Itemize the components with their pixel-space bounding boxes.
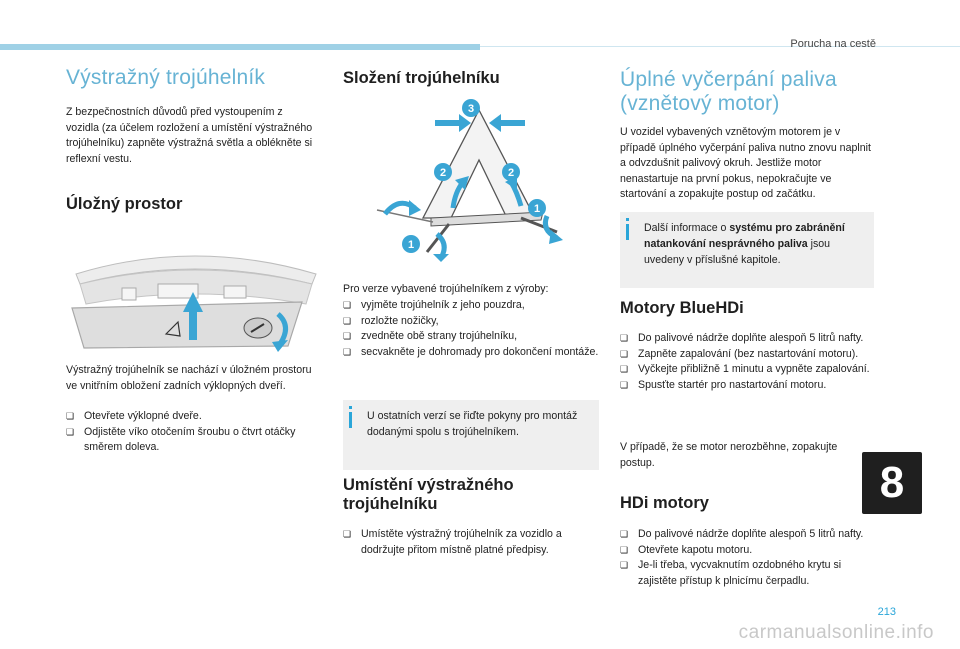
header-accent-bar [0, 44, 480, 50]
checkbox-icon: ❏ [620, 364, 629, 374]
checkbox-icon: ❏ [620, 544, 629, 555]
step-badge-2-left [434, 163, 452, 181]
checkbox-icon: ❏ [620, 333, 629, 343]
step-badge-1-right [528, 199, 546, 217]
checkbox-icon: ❏ [620, 348, 629, 359]
svg-text:1: 1 [407, 239, 415, 251]
checkbox-icon: ❏ [620, 529, 629, 539]
checkbox-icon: ❏ [66, 426, 75, 437]
header-rule [480, 46, 960, 47]
checkbox-icon: ❏ [343, 315, 352, 326]
bluehdi-step: ❏ Zapněte zapalování (bez nastartování motoru). [620, 347, 872, 363]
placement-step: ❏ Umístěte výstražný trojúhelník za vozidlo a dodržujte přitom místně platné předpisy. [343, 528, 562, 556]
section-title-warning-triangle: Výstražný trojúhelník [66, 66, 266, 89]
svg-text:2: 2 [507, 167, 515, 179]
bluehdi-step: ❏ Vyčkejte přibližně 1 minutu a vypněte zapalování. [620, 362, 872, 378]
chapter-tab: 8 [862, 452, 922, 514]
running-title: Porucha na cestě [790, 38, 876, 50]
step-badge-3 [462, 99, 480, 117]
checkbox-icon: ❏ [343, 331, 352, 341]
assembly-illustration [371, 98, 581, 262]
checkbox-icon: ❏ [343, 300, 352, 310]
bluehdi-note: V případě, že se motor nerozběhne, zopakujte postup. [620, 441, 838, 469]
assembly-step: ❏ rozložte nožičky, [343, 314, 599, 330]
checkbox-icon: ❏ [343, 529, 352, 539]
hdi-step: ❏ Otevřete kapotu motoru. [620, 543, 872, 559]
storage-steps [66, 409, 318, 456]
assembly-step: ❏ vyjměte trojúhelník z jeho pouzdra, [343, 298, 599, 314]
info-icon [349, 412, 352, 428]
info-box-misfuel: Další informace o systému pro zabránění natankování nesprávného paliva jsou uvedeny v příslušné kapitole. [620, 212, 874, 288]
page-number: 213 [877, 606, 896, 618]
step-badge-1-left [402, 235, 420, 253]
bluehdi-step: ❏ Spusťte startér pro nastartování motoru. [620, 378, 872, 394]
heading-hdi: HDi motory [620, 494, 709, 512]
assembly-paragraph: Pro verze vybavené trojúhelníkem z výroby: [343, 283, 549, 295]
watermark: carmanualsonline.info [738, 622, 934, 643]
checkbox-icon: ❏ [343, 346, 352, 357]
svg-text:2: 2 [439, 167, 447, 179]
info-icon-dot [626, 218, 629, 221]
storage-illustration [66, 244, 324, 360]
bluehdi-step: ❏ Do palivové nádrže doplňte alespoň 5 litrů nafty. [620, 331, 872, 347]
section-title-fuel-exhaustion: Úplné vyčerpání paliva (vznětový motor) [620, 68, 837, 115]
storage-paragraph: Výstražný trojúhelník se nachází v úložném prostoru ve vnitřním obložení zadních výklopných dveří. [66, 364, 312, 392]
hdi-steps [620, 527, 872, 589]
fuel-intro-paragraph: U vozidel vybavených vznětovým motorem je v případě úplného vyčerpání paliva nutno znovu naplnit a odvzdušnit palivový okruh. Jestliže motor nenastartuje na první pokus, nepokračujte ve startování a zopakujte postup od začátku. [620, 126, 871, 200]
intro-paragraph: Z bezpečnostních důvodů před vystoupením z vozidla (za účelem rozložení a umístění výstražného trojúhelníku) zapněte výstražná světla a oblékněte si reflexní vestu. [66, 106, 313, 165]
heading-storage: Úložný prostor [66, 195, 183, 213]
assembly-steps [343, 298, 599, 360]
placement-steps [343, 527, 599, 558]
assembly-step: ❏ secvakněte je dohromady pro dokončení montáže. [343, 345, 599, 361]
checkbox-icon: ❏ [620, 560, 629, 570]
info-icon-dot [349, 406, 352, 409]
heading-bluehdi: Motory BlueHDi [620, 299, 744, 317]
storage-step: ❏ Otevřete výklopné dveře. [66, 409, 318, 425]
hdi-step: ❏ Do palivové nádrže doplňte alespoň 5 litrů nafty. [620, 527, 872, 543]
checkbox-icon: ❏ [66, 411, 75, 421]
hdi-step: ❏ Je-li třeba, vycvaknutím ozdobného krytu si zajistěte přístup k plnicímu čerpadlu. [620, 559, 842, 587]
assembly-step: ❏ zvedněte obě strany trojúhelníku, [343, 329, 599, 345]
step-badge-2-right [502, 163, 520, 181]
info-icon [626, 224, 629, 240]
bluehdi-steps [620, 331, 872, 393]
info-box-other-versions: U ostatních verzí se řiďte pokyny pro montáž dodanými spolu s trojúhelníkem. [343, 400, 599, 470]
checkbox-icon: ❏ [620, 379, 629, 390]
heading-placement: Umístění výstražného trojúhelníku [343, 476, 514, 513]
storage-step: ❏ Odjistěte víko otočením šroubu o čtvrt otáčky směrem doleva. [66, 425, 296, 453]
svg-text:3: 3 [467, 103, 475, 115]
heading-assembly: Složení trojúhelníku [343, 69, 500, 87]
svg-text:1: 1 [533, 203, 541, 215]
